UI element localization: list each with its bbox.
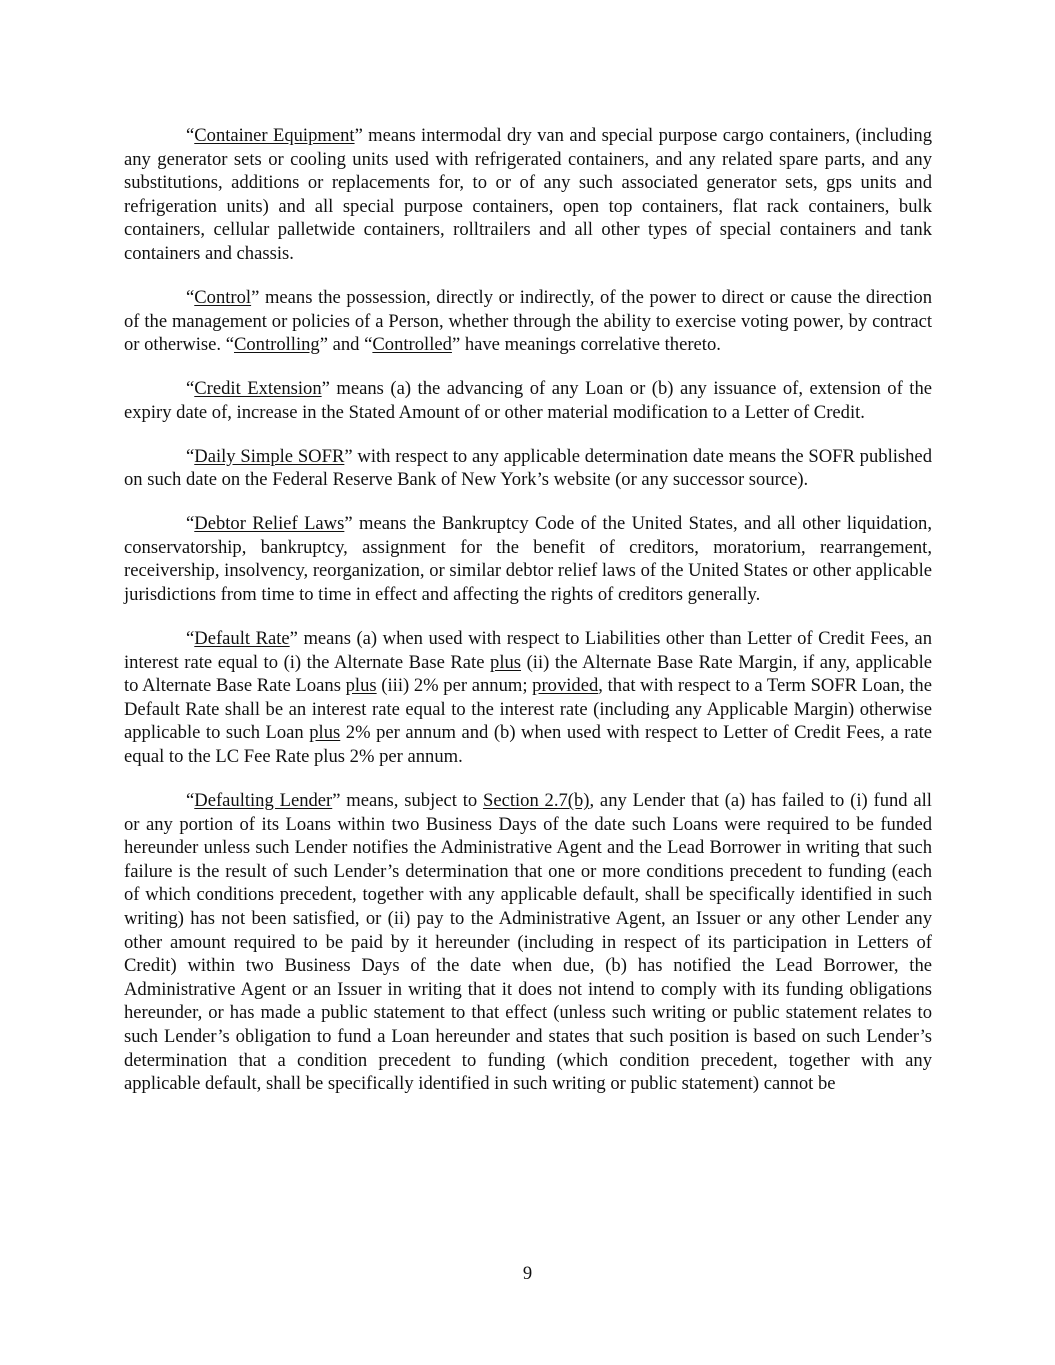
definition-control: “Control” means the possession, directly or indirectly, of the power to direct or cause the direction of the management or policies of a Person, whether through the ability to exercise voting power, by contract or otherwise. “Controlling” and “Controlled” have meanings correlative thereto. — [124, 286, 932, 356]
definition-debtor-relief-laws: “Debtor Relief Laws” means the Bankruptcy Code of the United States, and all other liquidation, conservatorship, bankruptcy, assignment for the benefit of creditors, moratorium, rearrangement, receivership, insolvency, reorganization, or similar debtor relief laws of the United States or other applicable jurisdictions from time to time in effect and affecting the rights of creditors generally. — [124, 513, 932, 606]
defined-term: Controlled — [372, 334, 452, 356]
defined-term: Debtor Relief Laws — [194, 513, 345, 535]
underlined-word: plus — [345, 675, 377, 697]
defined-term: Credit Extension — [194, 378, 322, 400]
definition-default-rate: “Default Rate” means (a) when used with respect to Liabilities other than Letter of Credit Fees, an interest rate equal to (i) the Alternate Base Rate plus (ii) the Alternate Base Rate Margin, if any, applicable to Alternate Base Rate Loans plus (iii) 2% per annum; provided, that with respect to a Term SOFR Loan, the Default Rate shall be an interest rate equal to the interest rate (including any Applicable Margin) otherwise applicable to such Loan plus 2% per annum and (b) when used with respect to Letter of Credit Fees, a rate equal to the LC Fee Rate plus 2% per annum. — [124, 628, 932, 768]
underlined-word: plus — [490, 651, 522, 673]
definition-defaulting-lender: “Defaulting Lender” means, subject to Section 2.7(b), any Lender that (a) has failed to (i) fund all or any portion of its Loans within two Business Days of the date such Loans were required to be funded hereunder unless such Lender notifies the Administrative Agent and the Lead Borrower in writing that such failure is the result of such Lender’s determination that one or more conditions precedent to funding (each of which conditions precedent, together with any applicable default, shall be specifically identified in such writing) has not been satisfied, or (ii) pay to the Administrative Agent, an Issuer or any other Lender any other amount required to be paid by it hereunder (including in respect of its participation in Letters of Credit) within two Business Days of the date when due, (b) has notified the Lead Borrower, the Administrative Agent or an Issuer in writing that it does not intend to comply with its funding obligations hereunder, or has made a public statement to that effect (unless such writing or public statement relates to such Lender’s obligation to fund a Loan hereunder and states that such position is based on such Lender’s determination that a condition precedent to funding (which condition precedent, together with any applicable default, shall be specifically identified in such writing or public statement) cannot be — [124, 790, 932, 1095]
underlined-word: plus — [309, 722, 341, 744]
defined-term: Control — [194, 286, 252, 308]
defined-term: Controlling — [233, 334, 320, 356]
definitions-body — [124, 124, 932, 1116]
definition-container-equipment: “Container Equipment” means intermodal dry van and special purpose cargo containers, (including any generator sets or cooling units used with refrigerated containers, and any related spare parts, and any substitutions, additions or replacements for, to or of any such associated generator sets, gps units and refrigeration units) and all special purpose containers, open top containers, flat rack containers, bulk containers, cellular palletwide containers, rolltrailers and all other types of special containers and tank containers and chassis. — [124, 125, 932, 264]
page-number: 9 — [522, 1263, 533, 1284]
defined-term: Default Rate — [194, 628, 290, 650]
section-reference: Section 2.7(b) — [482, 790, 590, 811]
definition-credit-extension: “Credit Extension” means (a) the advancing of any Loan or (b) any issuance of, extension of the expiry date of, increase in the Stated Amount of or other material modification to a Letter of Credit. — [124, 378, 932, 423]
underlined-word: provided — [532, 675, 599, 697]
defined-term: Container Equipment — [194, 125, 355, 146]
defined-term: Defaulting Lender — [194, 790, 333, 811]
definition-daily-simple-sofr: “Daily Simple SOFR” with respect to any applicable determination date means the SOFR published on such date on the Federal Reserve Bank of New York’s website (or any successor source). — [124, 445, 932, 491]
defined-term: Daily Simple SOFR — [194, 445, 345, 467]
